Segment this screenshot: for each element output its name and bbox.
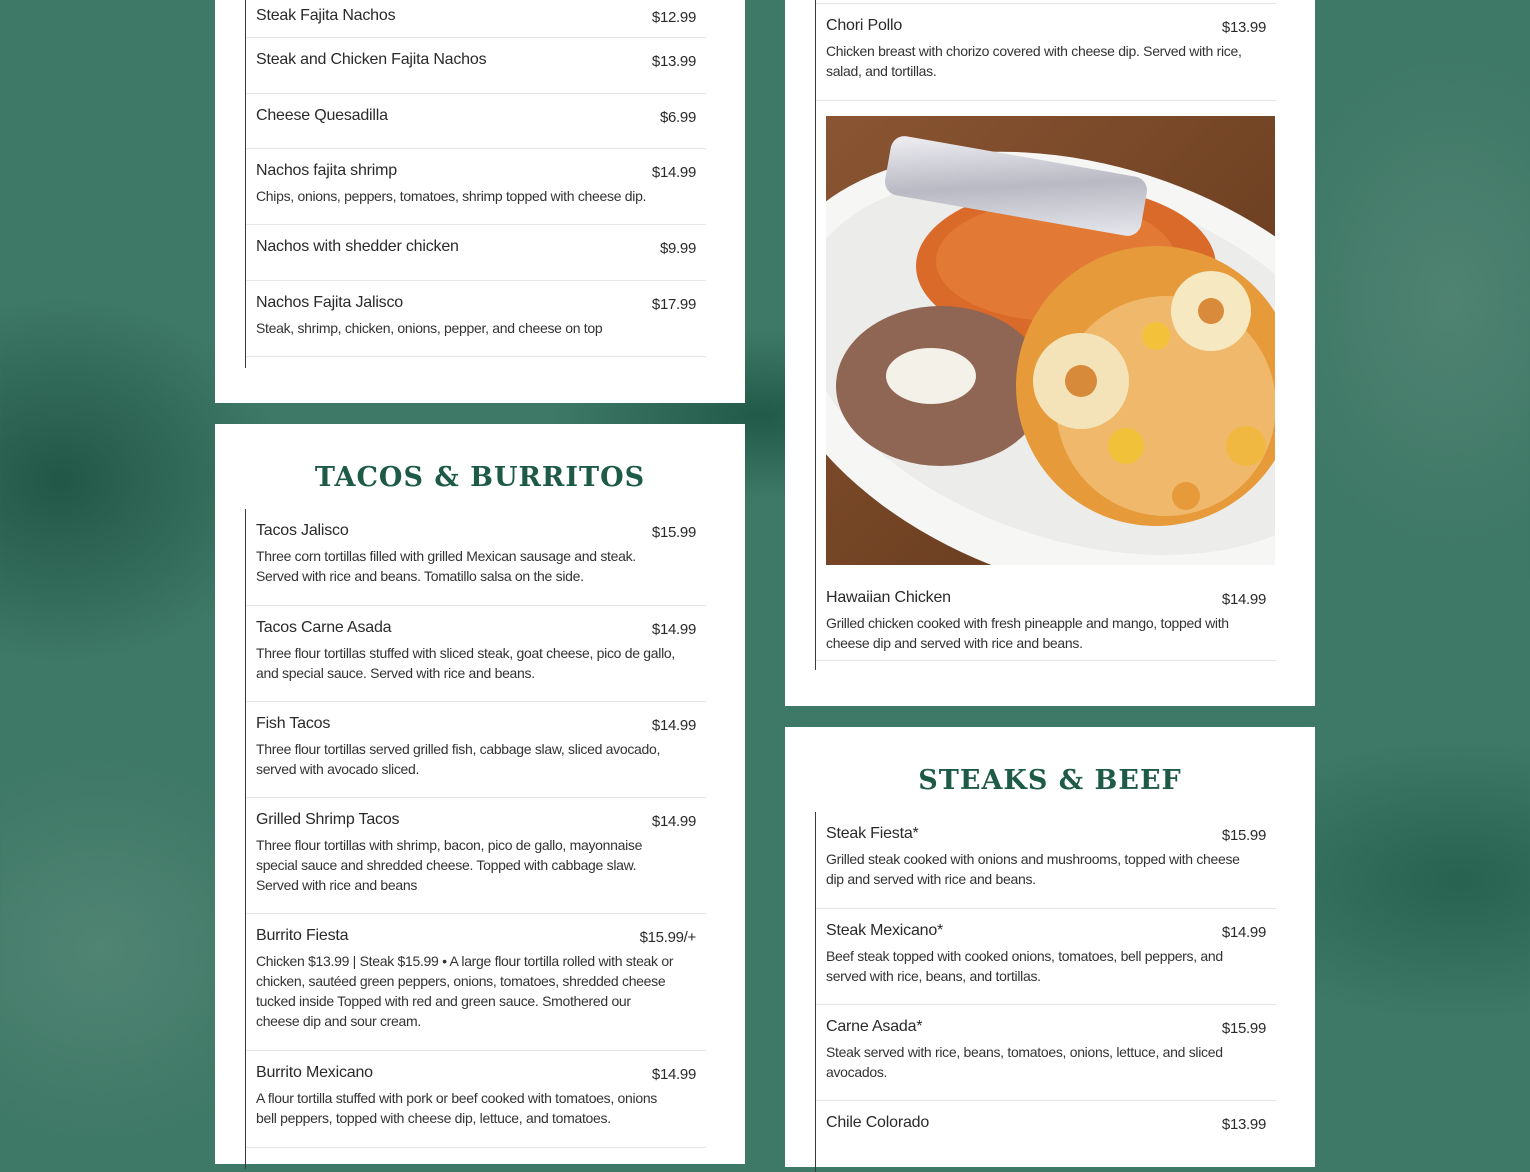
- item-name: Steak Fajita Nachos: [256, 7, 396, 24]
- item-price: $9.99: [659, 240, 696, 257]
- item-description: Steak, shrimp, chicken, onions, pepper, and cheese on top: [256, 320, 603, 336]
- item-description: Grilled steak cooked with onions and mushrooms, topped with cheese dip and served with rice and beans.: [826, 851, 1240, 887]
- item-name: Nachos Fajita Jalisco: [256, 294, 403, 311]
- item-description: Chicken breast with chorizo covered with cheese dip. Served with rice, salad, and tortillas.: [826, 43, 1242, 79]
- menu-item[interactable]: [246, 225, 706, 281]
- item-name: Steak Mexicano*: [826, 922, 944, 939]
- item-price: $12.99: [651, 9, 696, 26]
- item-name: Burrito Fiesta: [256, 927, 349, 944]
- item-name: Hawaiian Chicken: [826, 589, 951, 606]
- item-name: Steak and Chicken Fajita Nachos: [256, 51, 487, 68]
- menu-list: [245, 0, 706, 368]
- specialties-card: [785, 0, 1315, 706]
- menu-item[interactable]: [816, 909, 1276, 1005]
- item-description: Chicken $13.99 | Steak $15.99 • A large flour tortilla rolled with steak or chicken, sautéed green peppers, onions, tomatoes, shredded cheese tucked inside Topped with red and green sauce. Smothered our cheese dip and sour cream.: [256, 953, 674, 1029]
- item-name: Steak Fiesta*: [826, 825, 919, 842]
- menu-item[interactable]: [246, 0, 706, 38]
- item-price: $14.99: [651, 621, 696, 638]
- menu-item[interactable]: [816, 1005, 1276, 1101]
- item-price: $13.99: [651, 53, 696, 70]
- item-price: $6.99: [659, 109, 696, 126]
- menu-list: [815, 0, 1276, 670]
- item-description: Grilled chicken cooked with fresh pineapple and mango, topped with cheese dip and served with rice and beans.: [826, 615, 1229, 651]
- menu-item[interactable]: [246, 149, 706, 225]
- item-price: $15.99: [651, 524, 696, 541]
- menu-item[interactable]: [246, 94, 706, 149]
- menu-item[interactable]: [816, 812, 1276, 909]
- menu-item[interactable]: [246, 798, 706, 914]
- item-name: Nachos fajita shrimp: [256, 162, 397, 179]
- item-name: Tacos Carne Asada: [256, 619, 392, 636]
- menu-item[interactable]: [246, 914, 706, 1051]
- item-description: Three corn tortillas filled with grilled Mexican sausage and steak. Served with rice and beans. Tomatillo salsa on the side.: [256, 548, 636, 584]
- item-name: Chori Pollo: [826, 17, 903, 34]
- item-price: $15.99: [1221, 1020, 1266, 1037]
- item-price: $13.99: [1221, 19, 1266, 36]
- menu-item[interactable]: [246, 606, 706, 702]
- menu-item[interactable]: [246, 1051, 706, 1148]
- item-name: Grilled Shrimp Tacos: [256, 811, 400, 828]
- item-price: $14.99: [651, 1066, 696, 1083]
- menu-item-with-photo[interactable]: [816, 101, 1276, 661]
- item-price: $13.99: [1221, 1116, 1266, 1133]
- item-name: Fish Tacos: [256, 715, 331, 732]
- item-description: A flour tortilla stuffed with pork or beef cooked with tomatoes, onions bell peppers, topped with cheese dip, lettuce, and tomatoes.: [256, 1090, 658, 1126]
- item-price: $17.99: [651, 296, 696, 313]
- menu-item[interactable]: [246, 38, 706, 94]
- item-price: $15.99: [1221, 827, 1266, 844]
- menu-item[interactable]: [246, 509, 706, 606]
- steaks-beef-card: [785, 727, 1315, 1167]
- item-price: $15.99/+: [639, 929, 696, 946]
- item-description: Three flour tortillas served grilled fish, cabbage slaw, sliced avocado, served with avocado sliced.: [256, 741, 661, 777]
- item-description: Beef steak topped with cooked onions, tomatoes, bell peppers, and served with rice, beans, and tortillas.: [826, 948, 1223, 984]
- section-title: TACOS & BURRITOS: [314, 462, 646, 493]
- item-name: Tacos Jalisco: [256, 522, 349, 539]
- item-price: $14.99: [651, 813, 696, 830]
- menu-list: [245, 509, 706, 1169]
- item-name: Burrito Mexicano: [256, 1064, 373, 1081]
- menu-item[interactable]: [816, 4, 1276, 101]
- tacos-burritos-card: [215, 424, 745, 1164]
- item-price: $14.99: [1221, 591, 1266, 608]
- item-name: Chile Colorado: [826, 1114, 930, 1131]
- hawaiian-chicken-photo: [826, 116, 1275, 565]
- section-title: STEAKS & BEEF: [918, 765, 1182, 796]
- menu-list: [815, 812, 1276, 1172]
- menu-item[interactable]: [816, 1101, 1276, 1161]
- menu-item[interactable]: [246, 702, 706, 798]
- food-plate-image: [826, 116, 1275, 565]
- menu-item[interactable]: [246, 281, 706, 357]
- item-price: $14.99: [651, 164, 696, 181]
- item-description: Steak served with rice, beans, tomatoes, onions, lettuce, and sliced avocados.: [826, 1044, 1223, 1080]
- item-description: Three flour tortillas with shrimp, bacon, pico de gallo, mayonnaise special sauce and shredded cheese. Topped with cabbage slaw. Served with rice and beans: [256, 837, 643, 893]
- item-name: Cheese Quesadilla: [256, 107, 388, 124]
- item-price: $14.99: [1221, 924, 1266, 941]
- item-price: $14.99: [651, 717, 696, 734]
- item-description: Three flour tortillas stuffed with sliced steak, goat cheese, pico de gallo, and special sauce. Served with rice and beans.: [256, 645, 675, 681]
- item-name: Nachos with shedder chicken: [256, 238, 459, 255]
- item-description: Chips, onions, peppers, tomatoes, shrimp topped with cheese dip.: [256, 188, 647, 204]
- nachos-card: [215, 0, 745, 403]
- item-name: Carne Asada*: [826, 1018, 923, 1035]
